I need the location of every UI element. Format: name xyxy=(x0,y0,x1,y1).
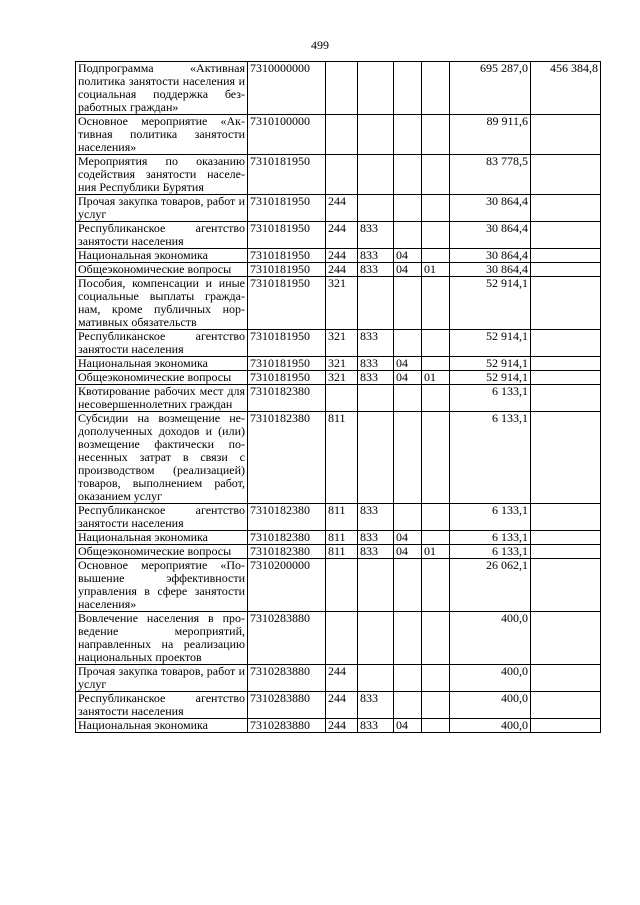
department-code-cell: 833 xyxy=(358,545,394,559)
expense-type-cell: 811 xyxy=(326,545,358,559)
section-code-cell xyxy=(394,62,422,115)
expense-type-cell: 244 xyxy=(326,263,358,277)
amount-cell: 400,0 xyxy=(450,612,531,665)
expense-type-cell xyxy=(326,155,358,195)
target-code-cell: 7310182380 xyxy=(248,385,326,412)
budget-table xyxy=(75,61,601,733)
department-code-cell xyxy=(358,277,394,330)
subsection-code-cell xyxy=(422,155,450,195)
department-code-cell: 833 xyxy=(358,719,394,733)
amount-second-cell xyxy=(531,263,601,277)
expense-type-cell: 244 xyxy=(326,692,358,719)
section-code-cell xyxy=(394,330,422,357)
item-name-cell: Прочая закупка товаров, работ и услуг xyxy=(76,195,248,222)
target-code-cell: 7310000000 xyxy=(248,62,326,115)
item-name-cell: Вовлечение населения в про-ведение мероприятий, направленных на реализацию национальных проектов xyxy=(76,612,248,665)
subsection-code-cell xyxy=(422,115,450,155)
section-code-cell xyxy=(394,612,422,665)
item-name-cell: Национальная экономика xyxy=(76,357,248,371)
target-code-cell: 7310181950 xyxy=(248,371,326,385)
expense-type-cell xyxy=(326,559,358,612)
table-row xyxy=(76,559,601,612)
item-name-cell: Национальная экономика xyxy=(76,249,248,263)
amount-second-cell xyxy=(531,504,601,531)
item-name-cell: Общеэкономические вопросы xyxy=(76,371,248,385)
section-code-cell xyxy=(394,222,422,249)
expense-type-cell xyxy=(326,62,358,115)
department-code-cell: 833 xyxy=(358,692,394,719)
section-code-cell: 04 xyxy=(394,249,422,263)
subsection-code-cell xyxy=(422,665,450,692)
expense-type-cell xyxy=(326,115,358,155)
amount-second-cell xyxy=(531,612,601,665)
department-code-cell: 833 xyxy=(358,263,394,277)
target-code-cell: 7310283880 xyxy=(248,692,326,719)
item-name-cell: Прочая закупка товаров, работ и услуг xyxy=(76,665,248,692)
target-code-cell: 7310181950 xyxy=(248,330,326,357)
expense-type-cell: 811 xyxy=(326,504,358,531)
amount-cell: 30 864,4 xyxy=(450,263,531,277)
item-name-cell: Республиканское агентство занятости населения xyxy=(76,692,248,719)
item-name-cell: Мероприятия по оказанию содействия занятости населе-ния Республики Бурятия xyxy=(76,155,248,195)
amount-second-cell xyxy=(531,357,601,371)
expense-type-cell: 811 xyxy=(326,412,358,504)
amount-cell: 26 062,1 xyxy=(450,559,531,612)
target-code-cell: 7310181950 xyxy=(248,195,326,222)
target-code-cell: 7310200000 xyxy=(248,559,326,612)
subsection-code-cell xyxy=(422,412,450,504)
table-row xyxy=(76,545,601,559)
table-row xyxy=(76,62,601,115)
section-code-cell: 04 xyxy=(394,371,422,385)
amount-second-cell xyxy=(531,531,601,545)
amount-second-cell xyxy=(531,545,601,559)
section-code-cell xyxy=(394,412,422,504)
amount-cell: 30 864,4 xyxy=(450,249,531,263)
department-code-cell: 833 xyxy=(358,531,394,545)
amount-second-cell: 456 384,8 xyxy=(531,62,601,115)
subsection-code-cell xyxy=(422,357,450,371)
amount-second-cell xyxy=(531,412,601,504)
expense-type-cell: 321 xyxy=(326,330,358,357)
table-row xyxy=(76,665,601,692)
amount-cell: 6 133,1 xyxy=(450,545,531,559)
amount-cell: 89 911,6 xyxy=(450,115,531,155)
section-code-cell xyxy=(394,195,422,222)
amount-second-cell xyxy=(531,249,601,263)
department-code-cell: 833 xyxy=(358,249,394,263)
target-code-cell: 7310182380 xyxy=(248,412,326,504)
amount-cell: 83 778,5 xyxy=(450,155,531,195)
amount-second-cell xyxy=(531,115,601,155)
item-name-cell: Основное мероприятие «Ак-тивная политика занятости населения» xyxy=(76,115,248,155)
target-code-cell: 7310182380 xyxy=(248,531,326,545)
subsection-code-cell xyxy=(422,719,450,733)
table-row xyxy=(76,330,601,357)
target-code-cell: 7310181950 xyxy=(248,249,326,263)
table-row xyxy=(76,277,601,330)
item-name-cell: Республиканское агентство занятости населения xyxy=(76,222,248,249)
budget-table-body xyxy=(76,62,601,733)
section-code-cell xyxy=(394,115,422,155)
department-code-cell xyxy=(358,612,394,665)
department-code-cell: 833 xyxy=(358,357,394,371)
department-code-cell: 833 xyxy=(358,371,394,385)
section-code-cell xyxy=(394,559,422,612)
table-row xyxy=(76,155,601,195)
item-name-cell: Основное мероприятие «По-вышение эффективности управления в сфере занятости населения» xyxy=(76,559,248,612)
amount-cell: 400,0 xyxy=(450,665,531,692)
table-row xyxy=(76,357,601,371)
amount-second-cell xyxy=(531,719,601,733)
expense-type-cell: 321 xyxy=(326,357,358,371)
subsection-code-cell: 01 xyxy=(422,371,450,385)
section-code-cell: 04 xyxy=(394,545,422,559)
subsection-code-cell xyxy=(422,692,450,719)
section-code-cell xyxy=(394,665,422,692)
expense-type-cell: 321 xyxy=(326,371,358,385)
amount-cell: 695 287,0 xyxy=(450,62,531,115)
item-name-cell: Республиканское агентство занятости населения xyxy=(76,504,248,531)
target-code-cell: 7310100000 xyxy=(248,115,326,155)
table-row xyxy=(76,115,601,155)
section-code-cell xyxy=(394,155,422,195)
target-code-cell: 7310182380 xyxy=(248,504,326,531)
table-row xyxy=(76,531,601,545)
department-code-cell: 833 xyxy=(358,330,394,357)
target-code-cell: 7310181950 xyxy=(248,155,326,195)
amount-second-cell xyxy=(531,277,601,330)
target-code-cell: 7310181950 xyxy=(248,222,326,249)
target-code-cell: 7310283880 xyxy=(248,612,326,665)
target-code-cell: 7310182380 xyxy=(248,545,326,559)
amount-cell: 400,0 xyxy=(450,719,531,733)
department-code-cell xyxy=(358,385,394,412)
section-code-cell xyxy=(394,385,422,412)
target-code-cell: 7310181950 xyxy=(248,263,326,277)
section-code-cell: 04 xyxy=(394,719,422,733)
expense-type-cell: 244 xyxy=(326,249,358,263)
department-code-cell xyxy=(358,62,394,115)
amount-second-cell xyxy=(531,692,601,719)
table-row xyxy=(76,249,601,263)
expense-type-cell xyxy=(326,385,358,412)
expense-type-cell: 811 xyxy=(326,531,358,545)
section-code-cell xyxy=(394,504,422,531)
table-row xyxy=(76,612,601,665)
department-code-cell: 833 xyxy=(358,222,394,249)
target-code-cell: 7310283880 xyxy=(248,665,326,692)
amount-cell: 30 864,4 xyxy=(450,222,531,249)
expense-type-cell: 244 xyxy=(326,222,358,249)
department-code-cell: 833 xyxy=(358,504,394,531)
department-code-cell xyxy=(358,115,394,155)
subsection-code-cell xyxy=(422,195,450,222)
amount-cell: 52 914,1 xyxy=(450,330,531,357)
department-code-cell xyxy=(358,412,394,504)
amount-cell: 52 914,1 xyxy=(450,357,531,371)
amount-cell: 6 133,1 xyxy=(450,385,531,412)
item-name-cell: Национальная экономика xyxy=(76,719,248,733)
target-code-cell: 7310181950 xyxy=(248,357,326,371)
table-row xyxy=(76,412,601,504)
amount-second-cell xyxy=(531,155,601,195)
page-number: 499 xyxy=(311,38,329,52)
section-code-cell xyxy=(394,692,422,719)
amount-cell: 6 133,1 xyxy=(450,531,531,545)
section-code-cell: 04 xyxy=(394,531,422,545)
section-code-cell: 04 xyxy=(394,357,422,371)
department-code-cell xyxy=(358,559,394,612)
subsection-code-cell: 01 xyxy=(422,545,450,559)
table-row xyxy=(76,263,601,277)
amount-second-cell xyxy=(531,665,601,692)
subsection-code-cell xyxy=(422,62,450,115)
item-name-cell: Квотирование рабочих мест для несовершеннолетних граждан xyxy=(76,385,248,412)
amount-cell: 52 914,1 xyxy=(450,371,531,385)
item-name-cell: Республиканское агентство занятости населения xyxy=(76,330,248,357)
subsection-code-cell xyxy=(422,330,450,357)
subsection-code-cell xyxy=(422,222,450,249)
item-name-cell: Подпрограмма «Активная политика занятости населения и социальная поддержка без-работных граждан» xyxy=(76,62,248,115)
amount-cell: 6 133,1 xyxy=(450,504,531,531)
item-name-cell: Пособия, компенсации и иные социальные выплаты гражда-нам, кроме публичных нор-мативных обязательств xyxy=(76,277,248,330)
subsection-code-cell xyxy=(422,559,450,612)
subsection-code-cell xyxy=(422,531,450,545)
section-code-cell xyxy=(394,277,422,330)
table-row xyxy=(76,504,601,531)
expense-type-cell: 244 xyxy=(326,665,358,692)
department-code-cell xyxy=(358,195,394,222)
section-code-cell: 04 xyxy=(394,263,422,277)
subsection-code-cell xyxy=(422,504,450,531)
department-code-cell xyxy=(358,155,394,195)
amount-second-cell xyxy=(531,371,601,385)
table-row xyxy=(76,222,601,249)
table-row xyxy=(76,719,601,733)
amount-second-cell xyxy=(531,330,601,357)
amount-second-cell xyxy=(531,385,601,412)
target-code-cell: 7310181950 xyxy=(248,277,326,330)
item-name-cell: Общеэкономические вопросы xyxy=(76,545,248,559)
table-row xyxy=(76,371,601,385)
item-name-cell: Субсидии на возмещение не-дополученных доходов и (или) возмещение фактически по-несенных затрат в связи с производством (реализацией) товаров, выполнением работ, оказанием услуг xyxy=(76,412,248,504)
amount-cell: 52 914,1 xyxy=(450,277,531,330)
amount-cell: 6 133,1 xyxy=(450,412,531,504)
department-code-cell xyxy=(358,665,394,692)
amount-second-cell xyxy=(531,195,601,222)
subsection-code-cell xyxy=(422,385,450,412)
expense-type-cell: 321 xyxy=(326,277,358,330)
table-row xyxy=(76,195,601,222)
subsection-code-cell xyxy=(422,249,450,263)
item-name-cell: Общеэкономические вопросы xyxy=(76,263,248,277)
amount-cell: 400,0 xyxy=(450,692,531,719)
amount-cell: 30 864,4 xyxy=(450,195,531,222)
table-row xyxy=(76,692,601,719)
expense-type-cell: 244 xyxy=(326,195,358,222)
amount-second-cell xyxy=(531,559,601,612)
subsection-code-cell xyxy=(422,277,450,330)
expense-type-cell: 244 xyxy=(326,719,358,733)
subsection-code-cell xyxy=(422,612,450,665)
subsection-code-cell: 01 xyxy=(422,263,450,277)
amount-second-cell xyxy=(531,222,601,249)
table-row xyxy=(76,385,601,412)
item-name-cell: Национальная экономика xyxy=(76,531,248,545)
target-code-cell: 7310283880 xyxy=(248,719,326,733)
expense-type-cell xyxy=(326,612,358,665)
